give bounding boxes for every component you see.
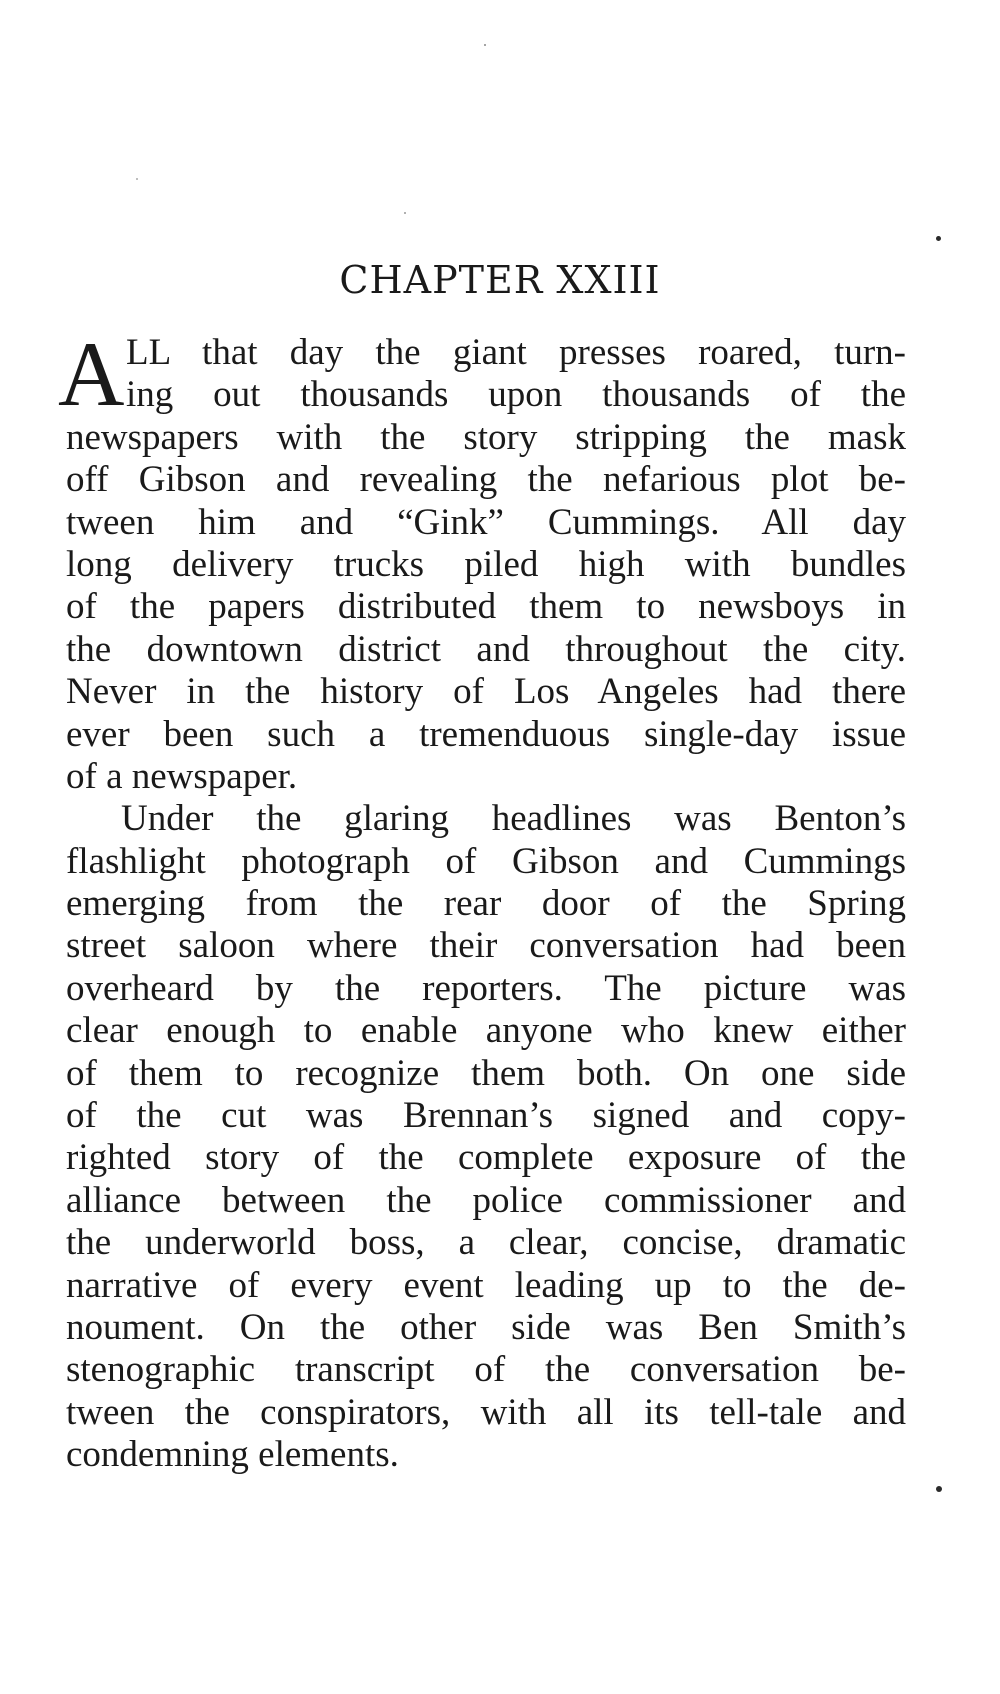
text-line: overheard by the reporters. The picture was: [66, 967, 906, 1009]
paragraph-1: [58, 323, 906, 798]
text-line: clear enough to enable anyone who knew either: [66, 1010, 906, 1052]
text-line: Never in the history of Los Angeles had there: [66, 671, 906, 713]
text-line: off Gibson and revealing the nefarious plot be-: [66, 459, 906, 501]
text-line: street saloon where their conversation had been: [66, 925, 906, 967]
paragraph-2: [66, 798, 906, 1476]
text-line: narrative of every event leading up to the de-: [66, 1264, 906, 1306]
text-line: the underworld boss, a clear, concise, dramatic: [66, 1222, 906, 1264]
scan-speck: [484, 44, 486, 46]
chapter-body: [58, 323, 906, 1477]
text-line: of a newspaper.: [66, 755, 298, 797]
text-line: flashlight photograph of Gibson and Cummings: [66, 840, 906, 882]
text-line: of the papers distributed them to newsboys in: [66, 586, 906, 628]
text-line: long delivery trucks piled high with bundles: [66, 543, 906, 585]
chapter-heading: CHAPTER XXIII: [339, 258, 661, 302]
text-line: noument. On the other side was Ben Smith’s: [66, 1306, 906, 1348]
text-line: stenographic transcript of the conversation be-: [66, 1349, 906, 1391]
text-line: ing out thousands upon thousands of the: [126, 374, 906, 416]
text-line: righted story of the complete exposure of the: [66, 1137, 906, 1179]
text-line: condemning elements.: [66, 1434, 399, 1476]
text-line: LL that day the giant presses roared, turn-: [126, 332, 906, 373]
scan-speck: [404, 212, 406, 214]
text-line: of them to recognize them both. On one side: [66, 1052, 906, 1094]
text-line: Under the glaring headlines was Benton’s: [121, 798, 906, 840]
scan-speck: [936, 236, 941, 241]
text-line: newspapers with the story stripping the mask: [66, 416, 906, 458]
scan-speck: [136, 178, 138, 180]
text-line: tween him and “Gink” Cummings. All day: [66, 501, 906, 543]
drop-cap: A: [58, 323, 125, 425]
text-line: the downtown district and throughout the city.: [66, 628, 906, 670]
text-line: of the cut was Brennan’s signed and copy-: [66, 1095, 906, 1137]
text-line: alliance between the police commissioner and: [66, 1179, 906, 1221]
text-line: emerging from the rear door of the Spring: [66, 883, 906, 925]
scan-speck: [936, 1486, 942, 1492]
text-line: tween the conspirators, with all its tell-tale and: [66, 1391, 906, 1433]
text-line: ever been such a tremenduous single-day issue: [66, 713, 906, 755]
